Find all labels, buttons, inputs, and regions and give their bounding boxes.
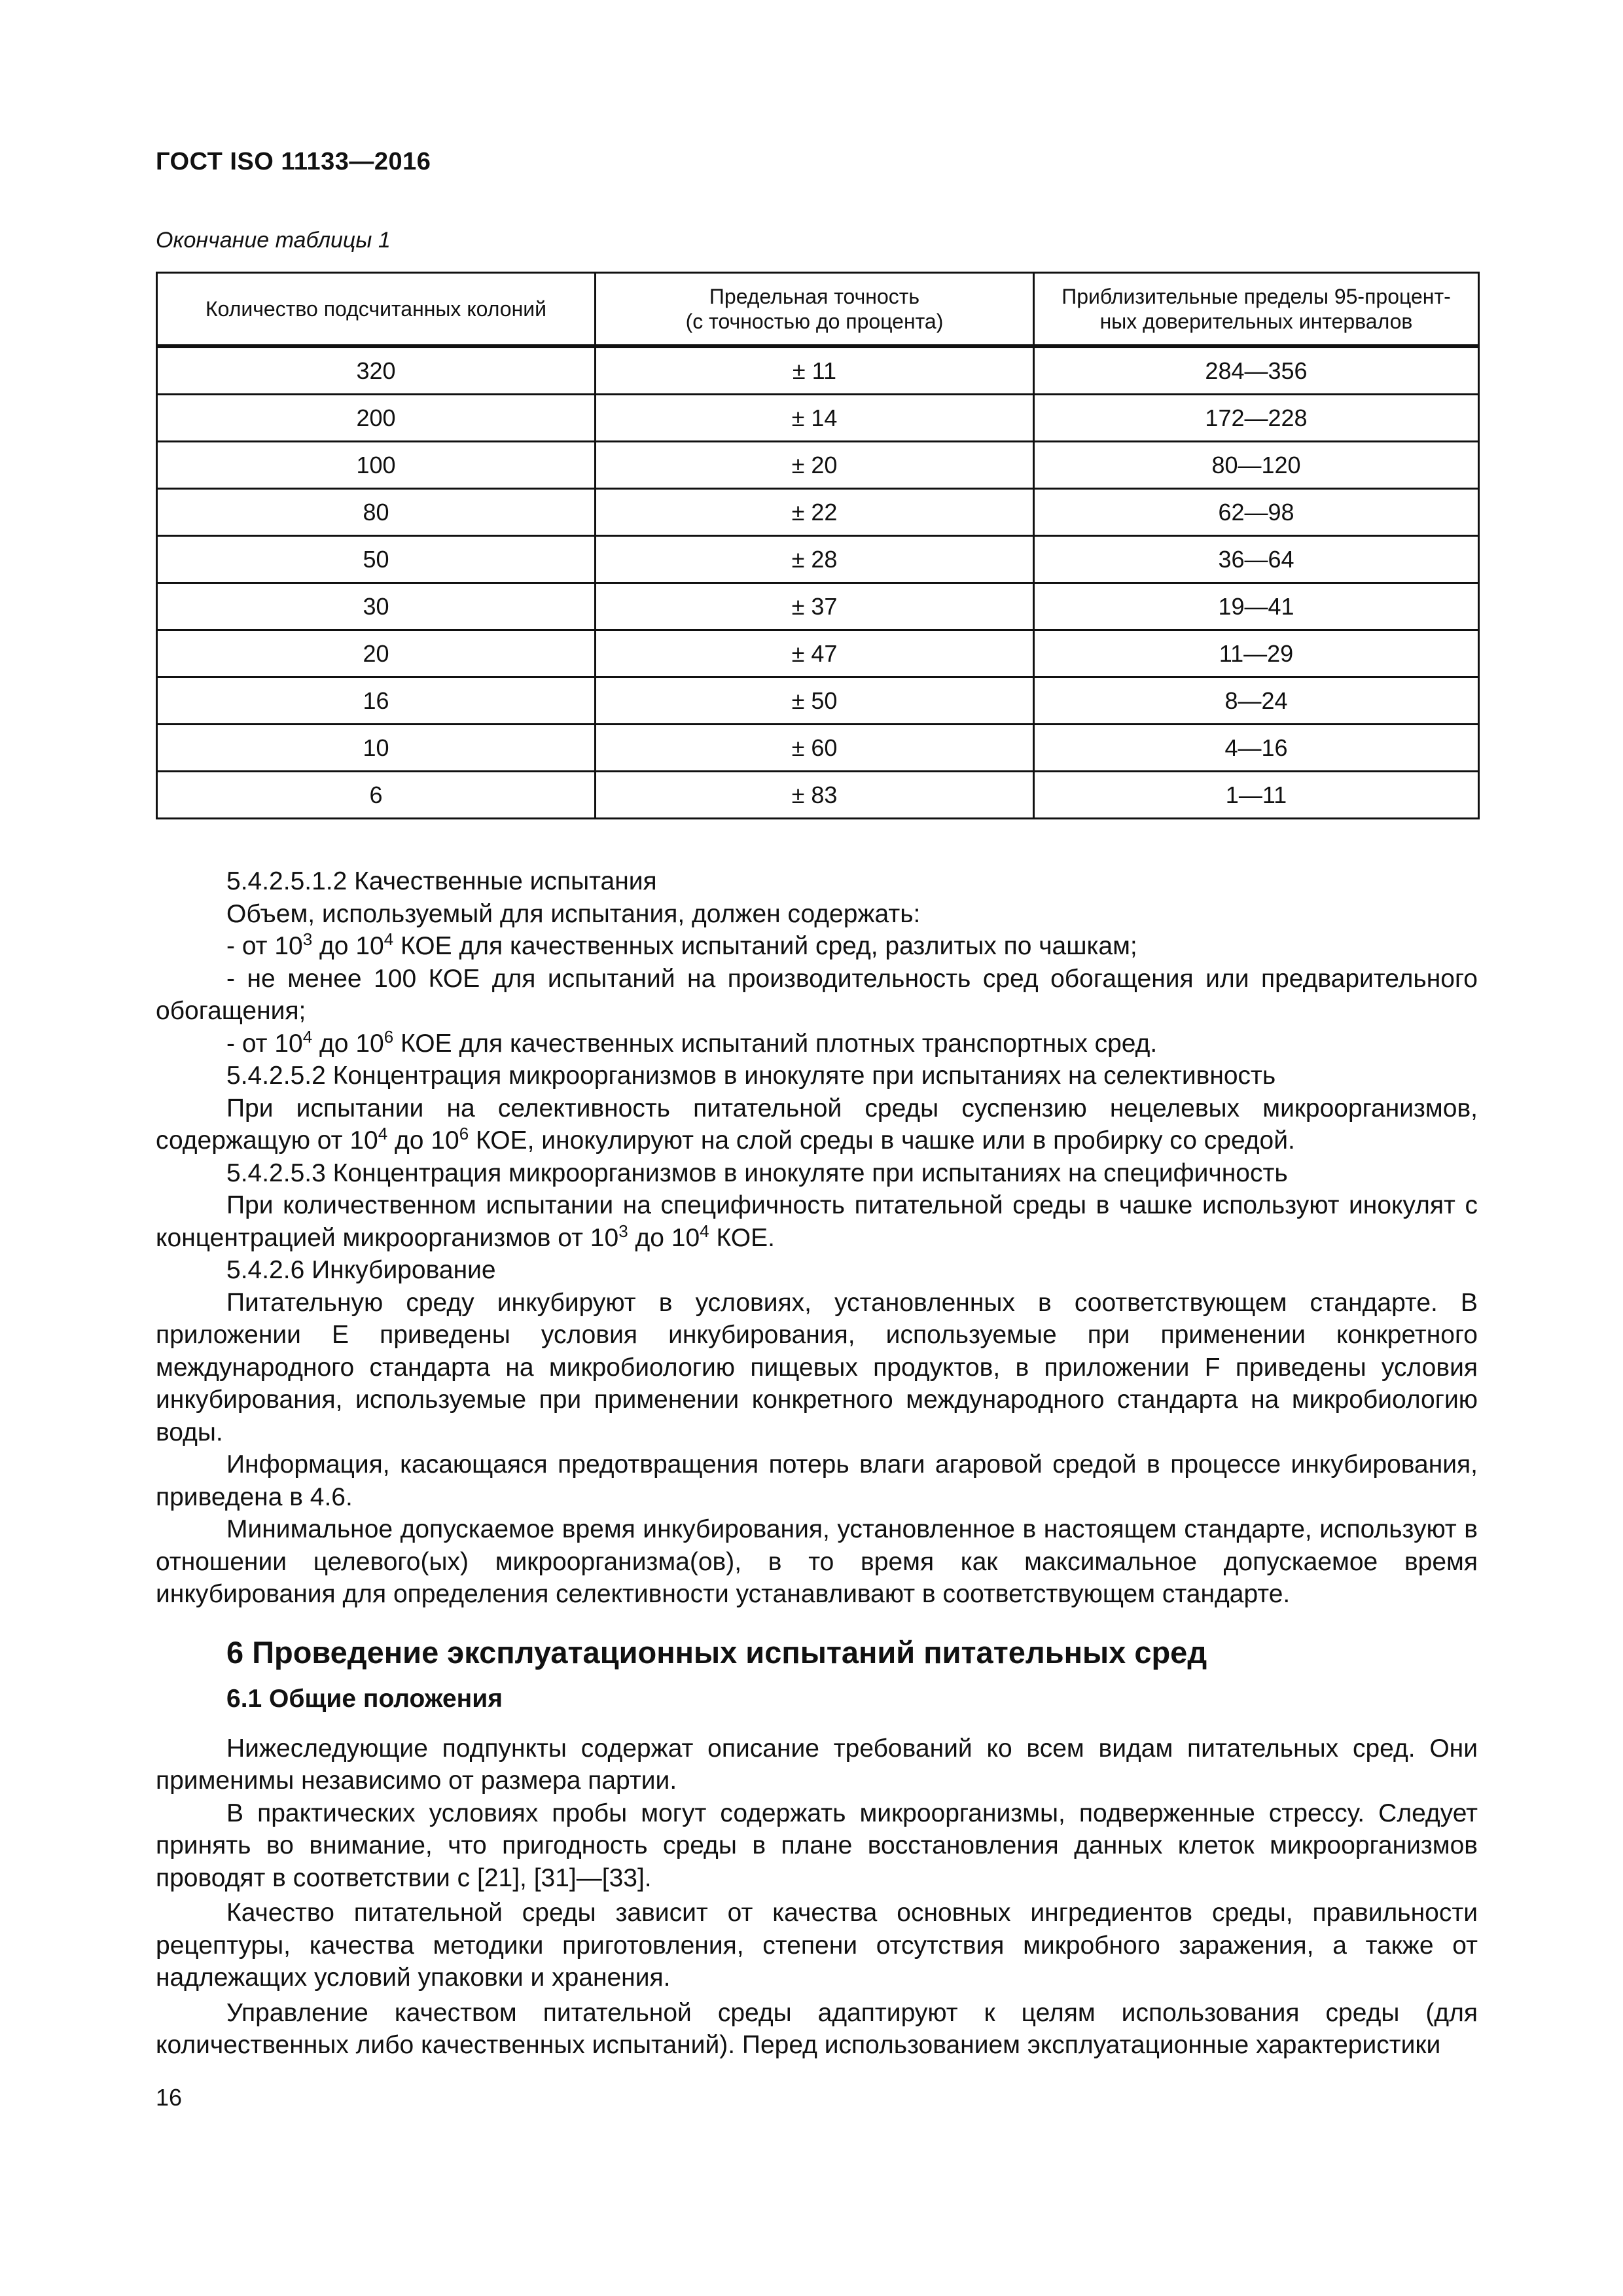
paragraph: Нижеследующие подпункты содержат описание требований ко всем видам питательных сред. Они применимы независимо от размера партии. bbox=[156, 1734, 1478, 1795]
text-run: до 10 bbox=[387, 1126, 459, 1155]
table-cell: 11—29 bbox=[1034, 630, 1479, 677]
table-cell: 10 bbox=[157, 725, 596, 772]
table-row bbox=[157, 772, 1479, 819]
clause-5-4-2-5-1-2-heading: 5.4.2.5.1.2 Качественные испытания bbox=[226, 867, 657, 895]
superscript: 6 bbox=[383, 1026, 394, 1047]
superscript: 3 bbox=[302, 929, 313, 949]
column-header-line: ных доверительных интервалов bbox=[1099, 310, 1413, 333]
column-header-line: Предельная точность bbox=[709, 285, 920, 308]
text-run: до 10 bbox=[628, 1223, 700, 1252]
table-cell: 320 bbox=[157, 346, 596, 395]
paragraph: Качество питательной среды зависит от качества основных ингредиентов среды, правильности рецептуры, качества методики приготовления, степени отсутствия микробного заражения, а также от надлежащих условий упаковки и хранения. bbox=[156, 1899, 1478, 1992]
text-run: КОЕ для качественных испытаний плотных транспортных сред. bbox=[393, 1029, 1158, 1058]
superscript: 4 bbox=[383, 929, 394, 949]
list-item: - не менее 100 КОЕ для испытаний на производительность сред обогащения или предварительного обогащения; bbox=[156, 964, 1478, 1025]
table-row bbox=[157, 346, 1479, 395]
table-row bbox=[157, 536, 1479, 583]
paragraph bbox=[156, 1189, 1478, 1254]
superscript: 4 bbox=[302, 1026, 313, 1047]
table-cell: 50 bbox=[157, 536, 596, 583]
text-run: - от 10 bbox=[226, 932, 303, 960]
column-header-confidence-limits bbox=[1034, 273, 1479, 347]
table-row bbox=[157, 677, 1479, 725]
section-heading: 6 Проведение эксплуатационных испытаний питательных сред bbox=[226, 1634, 1207, 1670]
table-cell: ± 28 bbox=[596, 536, 1034, 583]
text-run: КОЕ для качественных испытаний сред, разлитых по чашкам; bbox=[393, 932, 1137, 960]
text-run: до 10 bbox=[312, 1029, 384, 1058]
superscript: 6 bbox=[459, 1124, 469, 1143]
table-cell: 1—11 bbox=[1034, 772, 1479, 819]
table-body bbox=[157, 346, 1479, 819]
column-header-colony-count bbox=[157, 273, 596, 347]
subsection-heading: 6.1 Общие положения bbox=[226, 1684, 503, 1713]
table-cell: 19—41 bbox=[1034, 583, 1479, 630]
table-cell: 30 bbox=[157, 583, 596, 630]
paragraph bbox=[156, 1092, 1478, 1157]
table-cell: ± 83 bbox=[596, 772, 1034, 819]
body-text bbox=[156, 865, 1478, 2062]
paragraph: В практических условиях пробы могут содержать микроорганизмы, подверженные стрессу. Следует принять во внимание, что пригодность среды в плане восстановления данных клеток микроорганизмов проводят в соответствии с [21], [31]—[33]. bbox=[156, 1799, 1478, 1892]
superscript: 3 bbox=[618, 1221, 628, 1241]
table-cell: ± 22 bbox=[596, 489, 1034, 536]
table-cell: 80 bbox=[157, 489, 596, 536]
superscript: 4 bbox=[700, 1221, 709, 1241]
text-run: КОЕ. bbox=[709, 1223, 775, 1252]
table-row bbox=[157, 395, 1479, 442]
table-cell: 20 bbox=[157, 630, 596, 677]
table-cell: ± 47 bbox=[596, 630, 1034, 677]
paragraph: Питательную среду инкубируют в условиях, установленных в соответствующем стандарте. В приложении Е приведены условия инкубирования, используемые при применении конкретного международного стандарта на микробиологию пищевых продуктов, в приложении F приведены условия инкубирования, используемые при применении конкретного международного стандарта на микробиологию воды. bbox=[156, 1288, 1478, 1446]
table-header-row bbox=[157, 273, 1479, 347]
table-row bbox=[157, 630, 1479, 677]
list-item bbox=[156, 1028, 1478, 1060]
table-cell: 4—16 bbox=[1034, 725, 1479, 772]
paragraph: Объем, используемый для испытания, должен содержать: bbox=[226, 899, 921, 928]
superscript: 4 bbox=[378, 1124, 388, 1143]
column-header-line: Приблизительные пределы 95-процент- bbox=[1061, 285, 1451, 308]
table-cell: 36—64 bbox=[1034, 536, 1479, 583]
table-cell: 100 bbox=[157, 442, 596, 489]
list-item bbox=[156, 930, 1478, 963]
column-header-line: (с точностью до процента) bbox=[685, 310, 944, 333]
table-cell: 200 bbox=[157, 395, 596, 442]
paragraph: Информация, касающаяся предотвращения потерь влаги агаровой средой в процессе инкубирования, приведена в 4.6. bbox=[156, 1450, 1478, 1511]
text-run: до 10 bbox=[312, 932, 384, 960]
table-cell: ± 14 bbox=[596, 395, 1034, 442]
clause-5-4-2-5-2-heading: 5.4.2.5.2 Концентрация микроорганизмов в инокуляте при испытаниях на селективность bbox=[226, 1062, 1276, 1090]
table-cell: 80—120 bbox=[1034, 442, 1479, 489]
table-cell: ± 11 bbox=[596, 346, 1034, 395]
table-cell: ± 20 bbox=[596, 442, 1034, 489]
table-cell: ± 37 bbox=[596, 583, 1034, 630]
clause-5-4-2-5-3-heading: 5.4.2.5.3 Концентрация микроорганизмов в инокуляте при испытаниях на специфичность bbox=[226, 1158, 1288, 1187]
table-cell: 6 bbox=[157, 772, 596, 819]
column-header-line: Количество подсчитанных колоний bbox=[205, 297, 547, 321]
table-cell: ± 60 bbox=[596, 725, 1034, 772]
data-table bbox=[156, 272, 1480, 819]
table-row bbox=[157, 725, 1479, 772]
table-cell: 8—24 bbox=[1034, 677, 1479, 725]
table-row bbox=[157, 442, 1479, 489]
table-cell: ± 50 bbox=[596, 677, 1034, 725]
text-run: - от 10 bbox=[226, 1029, 303, 1058]
text-run: При количественном испытании на специфичность питательной среды в чашке используют инокулят с концентрацией микроорганизмов от 10 bbox=[156, 1191, 1478, 1252]
clause-5-4-2-6-heading: 5.4.2.6 Инкубирование bbox=[226, 1256, 496, 1284]
table-row bbox=[157, 583, 1479, 630]
page-header: ГОСТ ISO 11133—2016 bbox=[156, 148, 431, 175]
table-caption: Окончание таблицы 1 bbox=[156, 228, 391, 253]
text-run: КОЕ, инокулируют на слой среды в чашке или в пробирку со средой. bbox=[469, 1126, 1295, 1155]
table-cell: 284—356 bbox=[1034, 346, 1479, 395]
table-cell: 62—98 bbox=[1034, 489, 1479, 536]
page-number: 16 bbox=[156, 2084, 183, 2111]
table-row bbox=[157, 489, 1479, 536]
text-run: При испытании на селективность питательной среды суспензию нецелевых микроорганизмов, содержащую от 10 bbox=[156, 1094, 1478, 1155]
table-cell: 172—228 bbox=[1034, 395, 1479, 442]
paragraph: Управление качеством питательной среды адаптируют к целям использования среды (для количественных либо качественных испытаний). Перед использованием эксплуатационные характеристики bbox=[156, 1998, 1478, 2059]
paragraph: Минимальное допускаемое время инкубирования, установленное в настоящем стандарте, используют в отношении целевого(ых) микроорганизма(ов), в то время как максимальное допускаемое время инкубирования для определения селективности устанавливают в соответствующем стандарте. bbox=[156, 1515, 1478, 1608]
table-cell: 16 bbox=[157, 677, 596, 725]
column-header-precision bbox=[596, 273, 1034, 347]
